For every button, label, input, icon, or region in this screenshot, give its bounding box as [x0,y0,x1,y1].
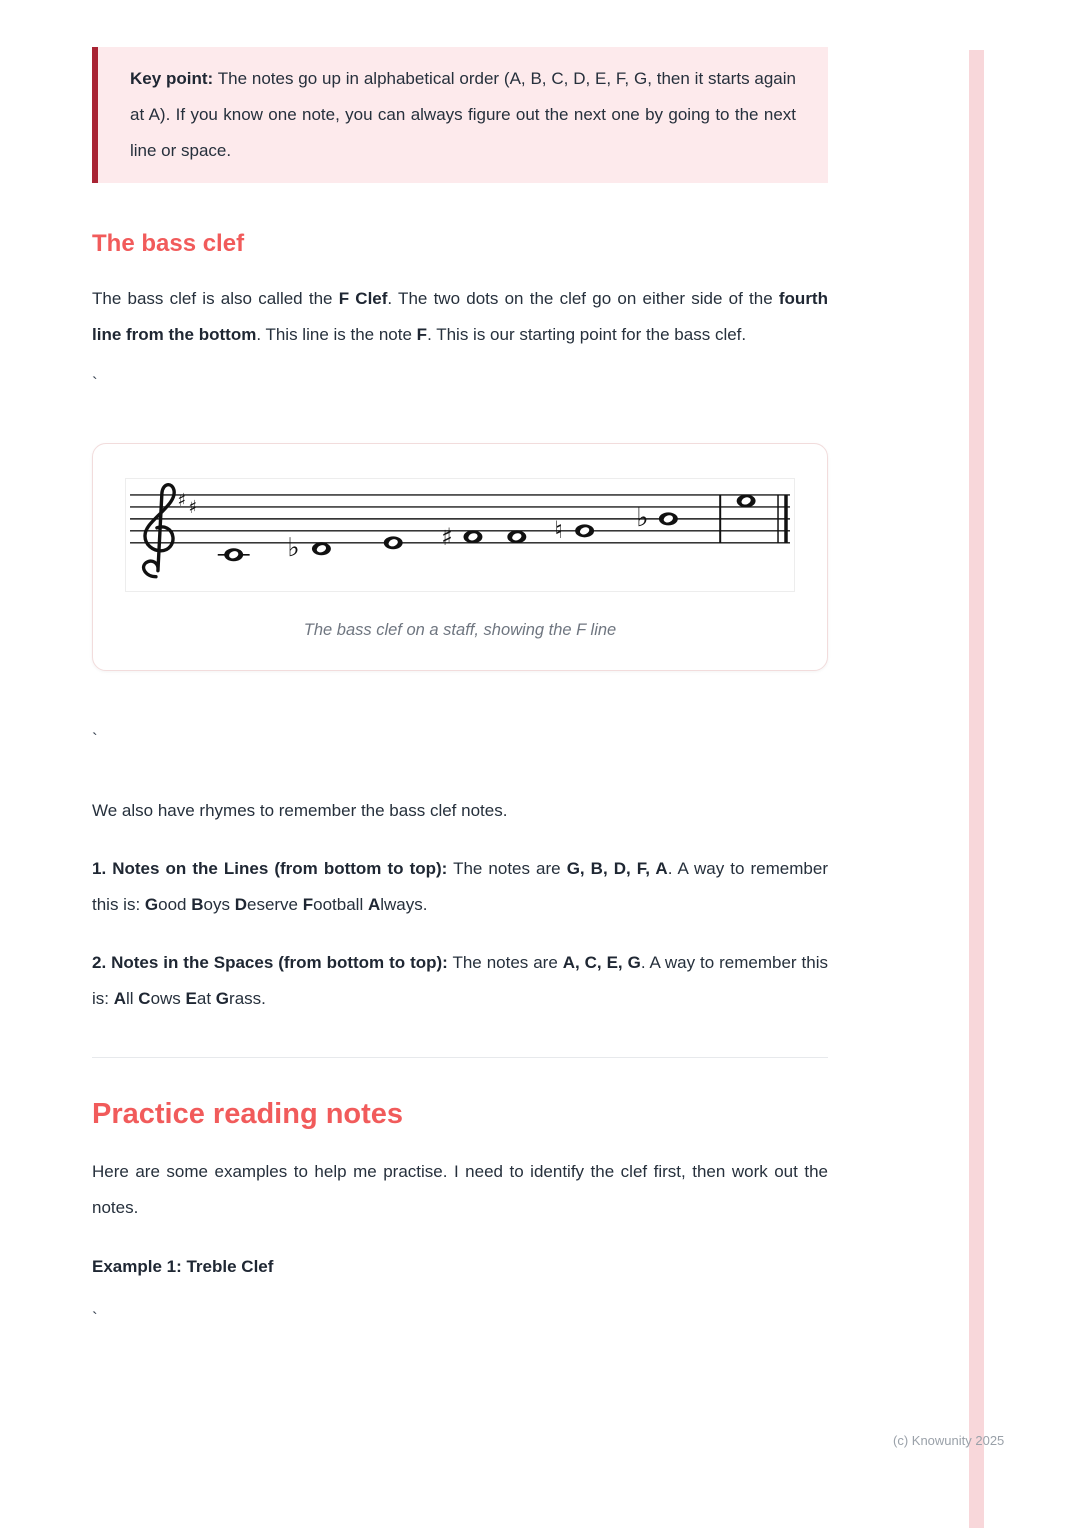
keypoint-callout [92,47,828,183]
whole-note [224,548,243,561]
stray-backtick-3: ` [92,1308,98,1328]
staff-svg [126,479,794,591]
example-1-label: Example 1: Treble Clef [92,1256,274,1276]
copyright-notice: (c) Knowunity 2025 [893,1433,1005,1448]
section-divider [92,1057,828,1058]
sharp-accidental-icon: ♯ [177,489,187,511]
whole-note [737,494,756,507]
stray-backtick-1: ` [92,374,98,393]
sharp-accidental-icon: ♯ [441,522,453,551]
paragraph-rhymes-intro: We also have rhymes to remember the bass clef notes. [92,800,508,820]
section-heading-bass-clef: The bass clef [92,230,245,257]
whole-note [463,530,482,543]
list-item-lines-mnemonic: 1. Notes on the Lines (from bottom to top): The notes are G, B, D, F, A. A way to remember this is: Good Boys Deserve Football Always. [92,858,828,914]
section-heading-practice: Practice reading notes [92,1097,404,1130]
whole-note [507,530,526,543]
whole-note [312,542,331,555]
flat-accidental-icon: ♭ [636,502,649,533]
whole-note [384,536,403,549]
staff-background [126,479,794,591]
figure-card [92,443,828,671]
staff-image [125,478,795,592]
sharp-accidental-icon: ♯ [188,496,198,518]
flat-accidental-icon: ♭ [287,532,300,563]
whole-note [659,512,678,525]
natural-accidental-icon: ♮ [554,515,563,544]
document-content [92,47,828,1332]
list-item-spaces-mnemonic: 2. Notes in the Spaces (from bottom to top): The notes are A, C, E, G. A way to remember this is: All Cows Eat Grass. [92,952,828,1008]
figure-caption: The bass clef on a staff, showing the F line [303,620,617,639]
paragraph-practice-intro: Here are some examples to help me practise. I need to identify the clef first, then work out the notes. [92,1161,828,1217]
stray-backtick-2: ` [92,729,98,749]
whole-note [575,524,594,537]
paragraph-bass-clef-intro: The bass clef is also called the F Clef. The two dots on the clef go on either side of the fourth line from the bottom. This line is the note F. This is our starting point for the bass clef. [92,289,828,344]
keypoint-text: Key point: The notes go up in alphabetical order (A, B, C, D, E, F, G, then it starts again at A). If you know one note, you can always figure out the next one by going to the next line or space. [130,69,796,160]
right-edge-stripe [969,50,984,1528]
